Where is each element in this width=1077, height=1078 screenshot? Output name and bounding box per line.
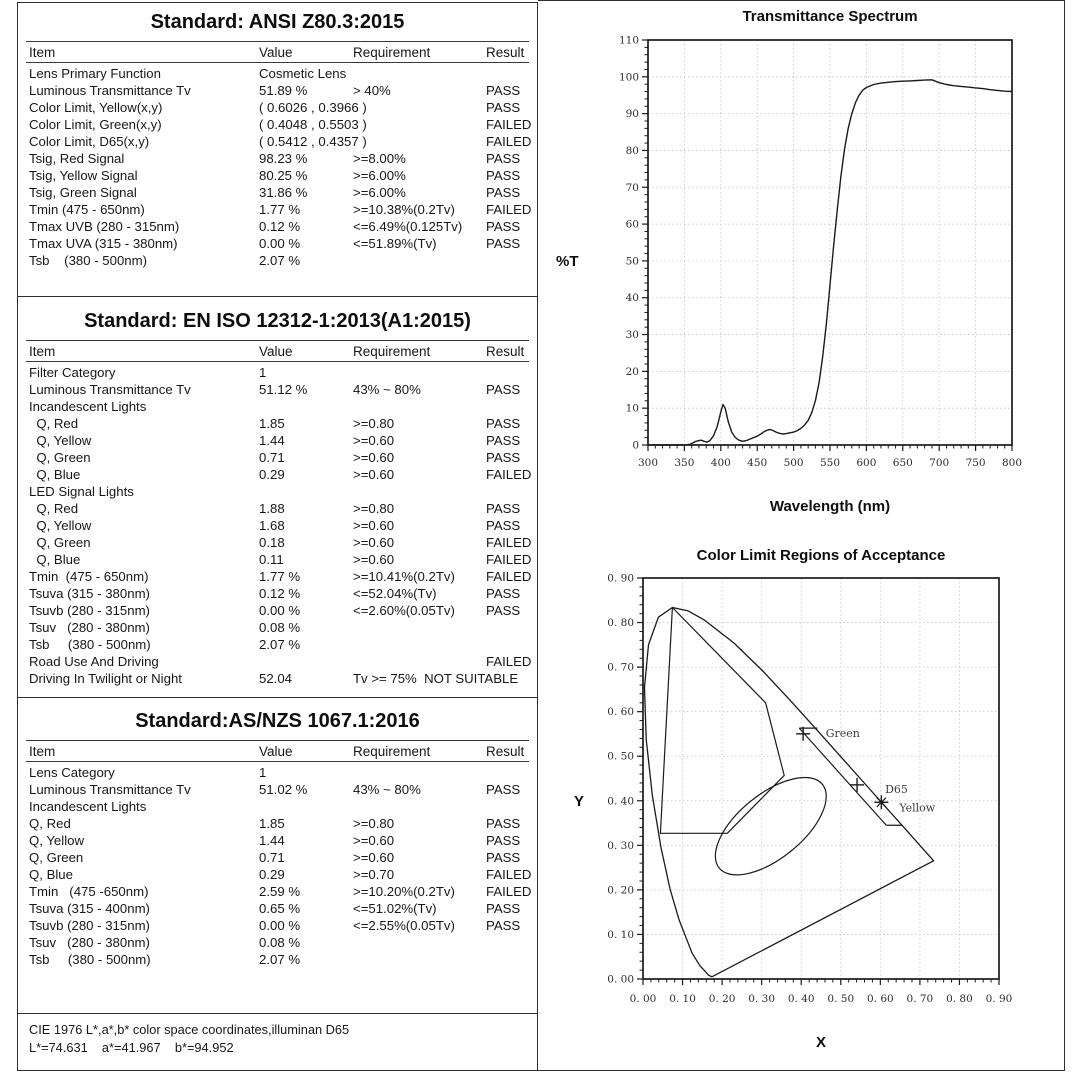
cell-value: 0.29 — [259, 867, 285, 882]
cell-item: Tmax UVB (280 - 315nm) — [29, 219, 180, 234]
cell-value: 0.29 — [259, 467, 285, 482]
transmittance-curve — [648, 80, 1012, 445]
y-tick-label: 0. 60 — [607, 706, 634, 719]
x-tick-label: 650 — [892, 457, 913, 469]
cie-note-line1: CIE 1976 L*,a*,b* color space coordinates,illuminan D65 — [29, 1022, 350, 1037]
cell-item: Tsuva (315 - 380nm) — [29, 586, 150, 601]
table-row — [18, 65, 537, 82]
cell-value: ( 0.4048 , 0.5503 ) — [259, 117, 367, 132]
table-row — [18, 798, 537, 815]
cell-requirement: >=0.60 — [353, 433, 395, 448]
col-item: Item — [29, 344, 56, 359]
table-row — [18, 551, 537, 568]
y-tick-label: 110 — [618, 34, 639, 47]
col-value: Value — [259, 344, 293, 359]
cell-result: PASS — [486, 168, 521, 183]
y-tick-label: 40 — [625, 292, 639, 305]
y-tick-label: 10 — [625, 402, 639, 415]
marker-label: Green — [825, 727, 860, 741]
cell-item: Q, Yellow — [29, 518, 92, 533]
cell-result: FAILED — [486, 569, 532, 584]
table-row — [18, 235, 537, 252]
cell-item: Incandescent Lights — [29, 399, 147, 414]
x-tick-label: 0. 50 — [827, 993, 855, 1005]
cell-value: 51.02 % — [259, 782, 308, 797]
ellipse-limit-region — [699, 759, 843, 893]
x-tick-label: 700 — [929, 457, 950, 469]
y-tick-label: 70 — [625, 181, 639, 194]
cell-value: 52.04 — [259, 671, 293, 686]
table-body — [18, 764, 537, 968]
x-tick-label: 0. 00 — [629, 993, 657, 1005]
table-row — [18, 218, 537, 235]
y-tick-label: 0. 90 — [607, 572, 634, 585]
x-tick-label: 600 — [856, 457, 877, 469]
table-row — [18, 150, 537, 167]
table-row — [18, 82, 537, 99]
col-requirement: Requirement — [353, 344, 431, 359]
marker-label: D65 — [885, 782, 908, 796]
cell-result: PASS — [486, 850, 521, 865]
chart-title: Transmittance Spectrum — [742, 8, 918, 25]
y-tick-label: 30 — [625, 329, 639, 342]
cell-requirement: >=10.38%(0.2Tv) — [353, 202, 455, 217]
cell-item: Tsuvb (280 - 315nm) — [29, 603, 150, 618]
table-row — [18, 449, 537, 466]
table-row — [18, 466, 537, 483]
marker-label: Yellow — [899, 801, 936, 815]
table-row — [18, 167, 537, 184]
cell-value: 2.07 % — [259, 637, 301, 652]
cell-value: 98.23 % — [259, 151, 308, 166]
table-header — [18, 743, 537, 760]
table-row — [18, 201, 537, 218]
table-title: Standard:AS/NZS 1067.1:2016 — [135, 710, 420, 732]
cell-item: Tsb (380 - 500nm) — [29, 952, 151, 967]
table-row — [18, 364, 537, 381]
x-tick-label: 400 — [710, 457, 731, 469]
table-row — [18, 883, 537, 900]
cell-item: Q, Yellow — [29, 833, 84, 848]
cell-item: Driving In Twilight or Night — [29, 671, 182, 686]
cell-value: 0.08 % — [259, 620, 301, 635]
cell-item: Tsig, Red Signal — [29, 151, 125, 166]
cell-requirement: >=0.60 — [353, 450, 395, 465]
cell-requirement: >=6.00% — [353, 185, 406, 200]
table-title: Standard: EN ISO 12312-1:2013(A1:2015) — [84, 310, 471, 332]
table-row — [18, 415, 537, 432]
cell-value: 1.85 — [259, 816, 285, 831]
y-tick-label: 50 — [625, 255, 639, 268]
cell-requirement: <=51.89%(Tv) — [353, 236, 437, 251]
standard-table-asnzs — [17, 698, 538, 1014]
cell-item: Incandescent Lights — [29, 799, 147, 814]
cell-value: 1 — [259, 765, 267, 780]
cell-result: FAILED — [486, 654, 532, 669]
y-tick-label: 0 — [632, 439, 639, 452]
cell-requirement: <=52.04%(Tv) — [353, 586, 437, 601]
cell-result: FAILED — [486, 867, 532, 882]
cell-item: LED Signal Lights — [29, 484, 134, 499]
cell-result: PASS — [486, 782, 521, 797]
cell-item: Color Limit, D65(x,y) — [29, 134, 150, 149]
cell-result: PASS — [486, 586, 521, 601]
cell-result: PASS — [486, 100, 521, 115]
cell-requirement: >=8.00% — [353, 151, 406, 166]
y-tick-label: 0. 40 — [607, 795, 634, 808]
cell-result: PASS — [486, 918, 521, 933]
cell-item: Tsig, Green Signal — [29, 185, 137, 200]
cell-item: Luminous Transmittance Tv — [29, 83, 191, 98]
cell-value: 1.44 — [259, 433, 285, 448]
x-axis-label: X — [815, 1034, 827, 1051]
cell-item: Q, Red — [29, 416, 79, 431]
cell-item: Luminous Transmittance Tv — [29, 782, 191, 797]
col-requirement: Requirement — [353, 45, 431, 60]
cell-value: 0.12 % — [259, 586, 301, 601]
table-row — [18, 500, 537, 517]
cell-item: Tsuv (280 - 380nm) — [29, 935, 150, 950]
cell-value: 1.77 % — [259, 569, 301, 584]
table-row — [18, 252, 537, 269]
cell-requirement: >=0.60 — [353, 467, 395, 482]
cell-item: Q, Blue — [29, 867, 73, 882]
cell-item: Tmax UVA (315 - 380nm) — [29, 236, 178, 251]
table-row — [18, 116, 537, 133]
table-title: Standard: ANSI Z80.3:2015 — [150, 11, 405, 33]
cell-result: PASS — [486, 816, 521, 831]
x-tick-label: 0. 60 — [866, 993, 894, 1005]
cell-value: 0.00 % — [259, 603, 301, 618]
cell-result: FAILED — [486, 535, 532, 550]
cell-value: 0.11 — [259, 552, 284, 567]
x-tick-label: 0. 80 — [946, 993, 973, 1005]
cell-requirement: <=6.49%(0.125Tv) — [353, 219, 463, 234]
cell-item: Tmin (475 -650nm) — [29, 884, 149, 899]
table-row — [18, 832, 537, 849]
table-row — [18, 585, 537, 602]
cell-result: FAILED — [486, 117, 532, 132]
table-row — [18, 398, 537, 415]
cell-requirement: 43% ~ 80% — [353, 782, 421, 797]
cell-requirement: >=0.60 — [353, 518, 395, 533]
x-tick-label: 0. 30 — [748, 993, 776, 1005]
cell-item: Tsig, Yellow Signal — [29, 168, 138, 183]
divider — [26, 740, 529, 741]
cell-value: 0.71 — [259, 850, 285, 865]
table-row — [18, 636, 537, 653]
cell-item: Q, Green — [29, 850, 84, 865]
cell-value: 2.07 % — [259, 952, 301, 967]
y-axis-label: Y — [574, 792, 585, 810]
col-value: Value — [259, 45, 293, 60]
y-axis-label: %T — [556, 252, 579, 270]
x-tick-label: 0. 10 — [669, 993, 696, 1005]
charts-panel — [538, 0, 1065, 1071]
cell-value: ( 0.6026 , 0.3966 ) — [259, 100, 367, 115]
cell-value: 0.00 % — [259, 918, 301, 933]
table-row — [18, 534, 537, 551]
cell-result: FAILED — [486, 467, 532, 482]
col-value: Value — [259, 744, 293, 759]
cell-item: Lens Primary Function — [29, 66, 161, 81]
cell-requirement: 43% ~ 80% — [353, 382, 421, 397]
cell-requirement: >=0.80 — [353, 416, 395, 431]
y-tick-label: 0. 00 — [607, 973, 634, 986]
cell-result: PASS — [486, 219, 521, 234]
cell-value: 2.59 % — [259, 884, 301, 899]
x-tick-label: 750 — [965, 457, 986, 469]
cell-value: 2.07 % — [259, 253, 301, 268]
cell-requirement: >=0.60 — [353, 850, 395, 865]
table-row — [18, 133, 537, 150]
y-tick-label: 0. 20 — [607, 884, 634, 897]
cell-requirement: >=0.70 — [353, 867, 395, 882]
y-tick-label: 0. 80 — [607, 617, 634, 630]
cell-value: 80.25 % — [259, 168, 308, 183]
cell-requirement: >=10.20%(0.2Tv) — [353, 884, 455, 899]
cell-item: Tsuvb (280 - 315nm) — [29, 918, 150, 933]
cell-result: PASS — [486, 901, 521, 916]
divider — [26, 340, 529, 341]
transmittance-spectrum-chart — [556, 8, 1022, 515]
cell-item: Tsb (380 - 500nm) — [29, 253, 148, 268]
cell-value: Cosmetic Lens — [259, 66, 347, 81]
table-row — [18, 917, 537, 934]
x-tick-label: 500 — [783, 457, 804, 469]
cell-value: 51.12 % — [259, 382, 308, 397]
cell-requirement: >=0.60 — [353, 552, 395, 567]
table-row — [18, 951, 537, 968]
cell-value: 1.77 % — [259, 202, 301, 217]
cell-value: 0.18 — [259, 535, 285, 550]
cell-item: Lens Category — [29, 765, 115, 780]
cell-item: Tsuva (315 - 400nm) — [29, 901, 150, 916]
cell-result: PASS — [486, 151, 521, 166]
table-row — [18, 764, 537, 781]
table-row — [18, 866, 537, 883]
band-limit-line — [799, 728, 886, 825]
cie-note-box — [17, 1014, 538, 1071]
table-row — [18, 619, 537, 636]
cell-result: PASS — [486, 83, 521, 98]
table-body — [18, 364, 537, 687]
y-tick-label: 0. 50 — [607, 750, 634, 763]
cell-value: 1.85 — [259, 416, 285, 431]
cell-result: PASS — [486, 501, 521, 516]
cell-result: PASS — [486, 450, 521, 465]
col-item: Item — [29, 45, 56, 60]
color-limit-chart — [574, 547, 1012, 1051]
table-row — [18, 670, 537, 687]
table-row — [18, 432, 537, 449]
cell-value: 0.08 % — [259, 935, 301, 950]
cell-item: Color Limit, Green(x,y) — [29, 117, 162, 132]
col-item: Item — [29, 744, 56, 759]
cell-result: PASS — [486, 416, 521, 431]
y-tick-label: 0. 70 — [607, 661, 634, 674]
table-row — [18, 900, 537, 917]
col-result: Result — [486, 45, 525, 60]
table-row — [18, 568, 537, 585]
cell-requirement: >=10.41%(0.2Tv) — [353, 569, 455, 584]
cell-result: FAILED — [486, 202, 532, 217]
cell-item: Color Limit, Yellow(x,y) — [29, 100, 163, 115]
x-tick-label: 0. 40 — [787, 993, 815, 1005]
cell-result: PASS — [486, 433, 521, 448]
y-tick-label: 90 — [625, 108, 639, 121]
x-tick-label: 800 — [1001, 457, 1023, 469]
divider — [26, 761, 529, 762]
cell-requirement: >=0.80 — [353, 501, 395, 516]
col-result: Result — [486, 744, 525, 759]
cell-requirement: <=2.55%(0.05Tv) — [353, 918, 455, 933]
x-tick-label: 450 — [747, 457, 768, 469]
cell-value: 0.00 % — [259, 236, 301, 251]
cell-value: 0.71 — [259, 450, 285, 465]
cell-item: Q, Blue — [29, 552, 81, 567]
x-tick-label: 550 — [819, 457, 841, 469]
x-tick-label: 0. 20 — [708, 993, 736, 1005]
cell-result: FAILED — [486, 884, 532, 899]
x-tick-label: 0. 70 — [906, 993, 934, 1005]
table-row — [18, 381, 537, 398]
cell-requirement: >=0.60 — [353, 535, 395, 550]
cell-value: 1 — [259, 365, 267, 380]
cell-result: PASS — [486, 603, 521, 618]
cell-result: PASS — [486, 236, 521, 251]
table-row — [18, 849, 537, 866]
x-tick-label: 350 — [674, 457, 695, 469]
chart-title: Color Limit Regions of Acceptance — [696, 547, 946, 564]
cell-result: PASS — [486, 518, 521, 533]
cell-item: Q, Red — [29, 816, 71, 831]
cell-item: Q, Green — [29, 535, 91, 550]
cell-requirement: >=6.00% — [353, 168, 406, 183]
cell-item: Q, Green — [29, 450, 91, 465]
cell-item: Tmin (475 - 650nm) — [29, 569, 149, 584]
standard-table-ansi — [17, 2, 538, 297]
divider — [26, 41, 529, 42]
y-tick-label: 80 — [625, 144, 639, 157]
cell-result: FAILED — [486, 134, 532, 149]
cell-value: 31.86 % — [259, 185, 308, 200]
cell-requirement: > 40% — [353, 83, 391, 98]
cell-value: 1.44 — [259, 833, 285, 848]
y-tick-label: 100 — [618, 71, 639, 84]
x-tick-label: 300 — [637, 457, 659, 469]
x-axis-label: Wavelength (nm) — [769, 498, 891, 515]
table-row — [18, 815, 537, 832]
cell-item: Road Use And Driving — [29, 654, 159, 669]
cell-value: ( 0.5412 , 0.4357 ) — [259, 134, 367, 149]
cell-item: Q, Blue — [29, 467, 81, 482]
cell-item: Q, Yellow — [29, 433, 92, 448]
col-result: Result — [486, 344, 525, 359]
y-tick-label: 60 — [625, 218, 639, 231]
divider — [26, 62, 529, 63]
plot-frame — [643, 578, 999, 979]
cell-requirement: >=0.60 — [353, 833, 395, 848]
col-requirement: Requirement — [353, 744, 431, 759]
table-row — [18, 934, 537, 951]
cie-note-line2: L*=74.631 a*=41.967 b*=94.952 — [29, 1040, 234, 1055]
cell-item: Filter Category — [29, 365, 116, 380]
cell-result: FAILED — [486, 552, 532, 567]
standard-table-eniso — [17, 297, 538, 698]
charts-canvas — [538, 1, 1062, 1069]
cell-value: 1.68 — [259, 518, 285, 533]
cell-value: 0.65 % — [259, 901, 301, 916]
cell-item: Tsuv (280 - 380nm) — [29, 620, 150, 635]
x-tick-label: 0. 90 — [985, 993, 1013, 1005]
cell-item: Tsb (380 - 500nm) — [29, 637, 151, 652]
cell-result: PASS — [486, 185, 521, 200]
cell-requirement: <=2.60%(0.05Tv) — [353, 603, 455, 618]
table-row — [18, 781, 537, 798]
table-row — [18, 99, 537, 116]
cell-requirement: <=51.02%(Tv) — [353, 901, 437, 916]
cell-value: 51.89 % — [259, 83, 308, 98]
cell-requirement: >=0.80 — [353, 816, 395, 831]
table-row — [18, 483, 537, 500]
y-tick-label: 0. 30 — [607, 839, 634, 852]
cell-item: Q, Red — [29, 501, 79, 516]
table-header — [18, 44, 537, 61]
table-row — [18, 602, 537, 619]
table-body — [18, 65, 537, 269]
cell-result: PASS — [486, 833, 521, 848]
table-row — [18, 184, 537, 201]
y-tick-label: 20 — [625, 365, 639, 378]
table-row — [18, 653, 537, 670]
cell-item: Luminous Transmittance Tv — [29, 382, 191, 397]
cell-result: PASS — [486, 382, 521, 397]
cell-item: Tmin (475 - 650nm) — [29, 202, 145, 217]
y-tick-label: 0. 10 — [607, 928, 634, 941]
cell-value: 1.88 — [259, 501, 285, 516]
cell-requirement: Tv >= 75% NOT SUITABLE — [353, 671, 519, 686]
table-row — [18, 517, 537, 534]
cell-value: 0.12 % — [259, 219, 301, 234]
table-header — [18, 343, 537, 360]
divider — [26, 361, 529, 362]
